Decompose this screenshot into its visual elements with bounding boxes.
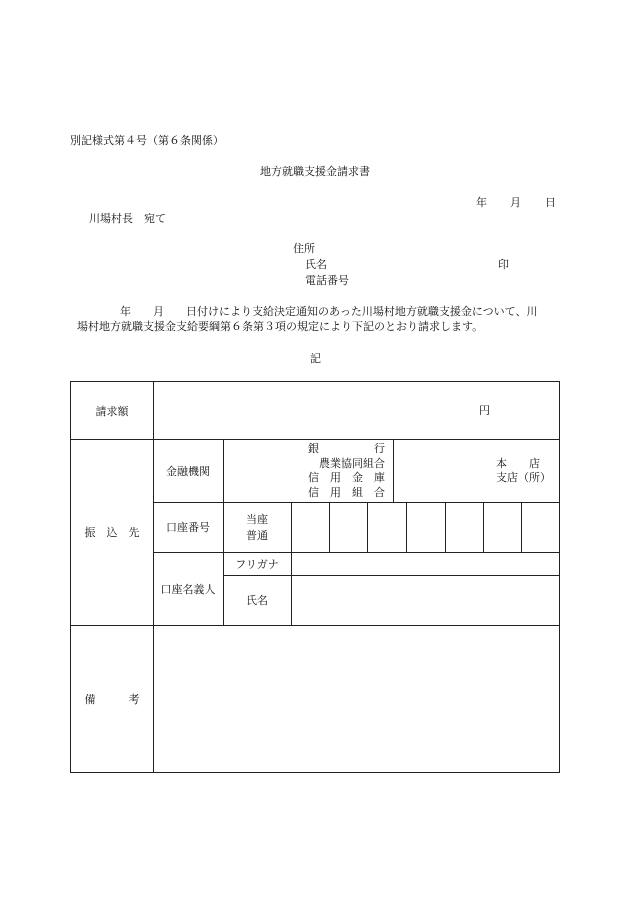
holder-name-label: 氏名 [246,594,268,607]
rule-digit-4 [445,502,446,552]
rule-digit-3 [406,502,407,552]
institution-type-shinkumi: 信 用 組 合 [308,485,385,499]
institution-type-agri: 農業協同組合 [319,456,385,470]
institution-type-shinkin: 信 用 金 庫 [308,471,385,484]
addressee: 川場村長 宛て [89,212,166,225]
rule-account-type-column [291,502,292,625]
rule-digit-5 [483,502,484,552]
institution-type-bank: 銀 行 [308,442,385,455]
phone-label: 電話番号 [305,274,349,287]
account-holder-label: 口座名義人 [160,582,216,596]
date-year-label: 年 [476,196,487,209]
branch-sub-label: 支店（所） [496,471,551,484]
document-title: 地方就職支援金請求書 [260,165,370,178]
furigana-label: フリガナ [235,557,279,571]
transfer-label: 振 込 先 [84,526,140,539]
institution-label: 金融機関 [166,464,210,478]
name-label: 氏名 [305,258,327,271]
request-table [70,381,560,773]
request-amount-label: 請求額 [95,404,129,418]
account-number-label: 口座番号 [166,521,210,534]
account-type-ordinary: 普通 [246,529,268,542]
rule-digit-6 [521,502,522,552]
account-type-current: 当座 [246,513,268,526]
address-label: 住所 [293,242,315,255]
rule-digit-1 [329,502,330,552]
account-type-box [223,512,291,544]
body-line-1: 年 月 日付けにより支給決定通知のあった川場村地方就職支援金について、川 [120,305,538,318]
seal-mark: 印 [498,258,509,271]
body-line-2: 場村地方就職支援金支給要綱第６条第３項の規定により下記のとおり請求します。 [77,320,484,333]
rule-digit-2 [367,502,368,552]
form-number: 別記様式第４号（第６条関係） [70,134,224,147]
ki-label: 記 [310,352,321,365]
rule-institution-divider [393,439,394,502]
date-month-label: 月 [510,196,521,209]
branch-main-label: 本 店 [496,457,540,470]
institution-types [305,442,385,500]
yen-label: 円 [479,404,490,417]
date-day-label: 日 [545,196,556,209]
remarks-label: 備 考 [84,692,140,706]
